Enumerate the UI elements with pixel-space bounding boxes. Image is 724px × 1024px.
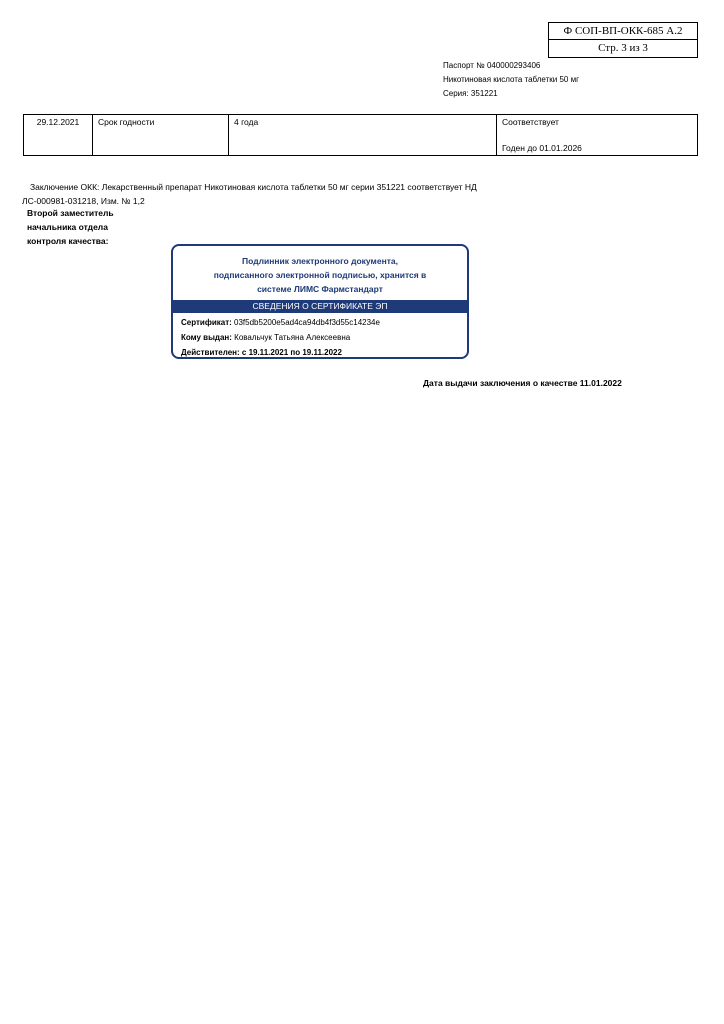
product-name: Никотиновая кислота таблетки 50 мг [443, 75, 580, 84]
certificate-line [181, 315, 467, 330]
signer-line-3: контроля качества: [27, 236, 109, 246]
test-results-table [23, 114, 698, 156]
certificate-label: Сертификат: [181, 318, 232, 327]
validity-line [181, 345, 467, 359]
passport-block [443, 59, 579, 101]
valid-until: Годен до 01.01.2026 [502, 143, 582, 153]
series-number: Серия: 351221 [443, 89, 498, 98]
issue-date: Дата выдачи заключения о качестве 11.01.2022 [423, 378, 622, 388]
passport-number: Паспорт № 040000293406 [443, 61, 541, 70]
test-date: 29.12.2021 [24, 115, 93, 156]
test-result: Соответствует [502, 117, 559, 127]
owner-value: Ковальчук Татьяна Алексеевна [234, 333, 351, 342]
form-code-box [548, 22, 698, 58]
test-result-cell [497, 115, 698, 156]
signer-title [27, 206, 114, 248]
owner-line [181, 330, 467, 345]
form-code: Ф СОП-ВП-ОКК-685 А.2 [563, 25, 683, 37]
table-row [24, 115, 698, 156]
conclusion-line-2: ЛС-000981-031218, Изм. № 1,2 [22, 196, 145, 206]
stamp-info [173, 313, 467, 359]
e-signature-stamp [171, 244, 469, 359]
stamp-band: СВЕДЕНИЯ О СЕРТИФИКАТЕ ЭП [173, 300, 467, 313]
signer-line-2: начальника отдела [27, 222, 108, 232]
conclusion-text [22, 180, 542, 208]
test-parameter: Срок годности [93, 115, 229, 156]
owner-label: Кому выдан: [181, 333, 232, 342]
stamp-header [173, 246, 467, 296]
validity-label: Действителен: [181, 348, 240, 357]
stamp-title-3: системе ЛИМС Фармстандарт [257, 284, 383, 294]
test-norm: 4 года [229, 115, 497, 156]
stamp-title-2: подписанного электронной подписью, хранится в [213, 270, 427, 280]
signer-line-1: Второй заместитель [27, 208, 114, 218]
certificate-value: 03f5db5200e5ad4ca94db4f3d55c14234e [234, 318, 380, 327]
stamp-title-1: Подлинник электронного документа, [242, 256, 398, 266]
validity-value: с 19.11.2021 по 19.11.2022 [241, 348, 342, 357]
conclusion-line-1: Заключение ОКК: Лекарственный препарат Никотиновая кислота таблетки 50 мг серии 351221 соответствует НД [30, 182, 477, 192]
page-number: Стр. 3 из 3 [549, 39, 697, 56]
